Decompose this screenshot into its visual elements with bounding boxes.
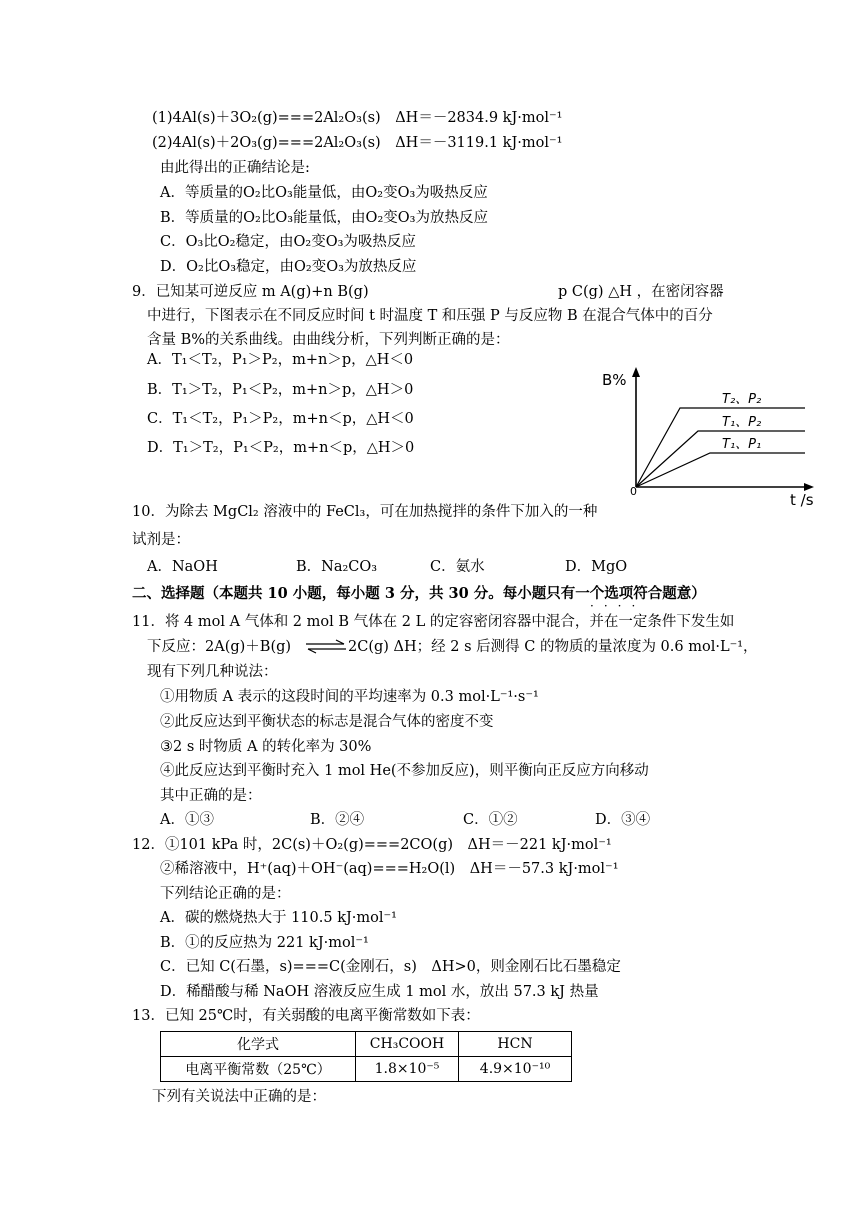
table-header-formula: 化学式 xyxy=(161,1032,356,1057)
q13-ask: 下列有关说法中正确的是： xyxy=(152,1089,326,1105)
q12-option-b: B．①的反应热为 221 kJ·mol⁻¹ xyxy=(160,935,369,951)
q11-statement-3: ③2 s 时物质 A 的转化率为 30% xyxy=(160,739,372,755)
q11-statement-4: ④此反应达到平衡时充入 1 mol He(不参加反应)，则平衡向正反应方向移动 xyxy=(160,763,649,779)
q9-option-b: B．T₁＞T₂，P₁＜P₂，m+n＞p，△H＞0 xyxy=(147,382,414,398)
q9-line-1a: 9．已知某可逆反应 m A(g)+n B(g) xyxy=(132,284,369,300)
curve-t1-p2 xyxy=(636,431,805,487)
q8-stem: 由此得出的正确结论是: xyxy=(160,160,310,176)
q8-option-d: D．O₂比O₃稳定，由O₂变O₃为放热反应 xyxy=(160,259,417,275)
q11-statement-2: ②此反应达到平衡状态的标志是混合气体的密度不变 xyxy=(160,714,494,730)
table-row xyxy=(161,1057,572,1082)
table-cell-label: 电离平衡常数（25℃） xyxy=(161,1057,356,1082)
label-t2-p2: T₂、P₂ xyxy=(722,392,762,407)
q9-graph xyxy=(600,365,840,510)
q12-option-d: D．稀醋酸与稀 NaOH 溶液反应生成 1 mol 水，放出 57.3 kJ 热量 xyxy=(160,984,599,1000)
q13-line-1: 13．已知 25℃时，有关弱酸的电离平衡常数如下表： xyxy=(132,1008,480,1024)
q11-statement-1: ①用物质 A 表示的这段时间的平均速率为 0.3 mol·L⁻¹·s⁻¹ xyxy=(160,689,539,705)
label-t1-p2: T₁、P₂ xyxy=(722,415,762,430)
q11-option-c: C．①② xyxy=(463,812,518,828)
origin-label: 0 xyxy=(630,485,637,498)
acid-constant-table xyxy=(160,1031,572,1082)
table-cell-hcn-ka: 4.9×10⁻¹⁰ xyxy=(459,1057,572,1082)
q12-line-2: ②稀溶液中，H⁺(aq)＋OH⁻(aq)===H₂O(l) ΔH＝－57.3 kJ·mol⁻¹ xyxy=(160,861,619,877)
q9-line-2: 中进行，下图表示在不同反应时间 t 时温度 T 和压强 P 与反应物 B 在混合气体中的百分 xyxy=(147,308,713,324)
q9-graph-svg xyxy=(600,365,840,510)
x-axis-arrow xyxy=(804,483,814,491)
q9-option-d: D．T₁＞T₂，P₁＜P₂，m+n＜p，△H＞0 xyxy=(147,440,415,456)
q9-line-3: 含量 B%的关系曲线。由曲线分析，下列判断正确的是： xyxy=(147,332,510,348)
y-axis-arrow xyxy=(632,367,640,377)
table-header-row xyxy=(161,1032,572,1057)
q11-line-3: 现有下列几种说法： xyxy=(147,664,278,680)
q8-option-b: B．等质量的O₂比O₃能量低，由O₂变O₃为放热反应 xyxy=(160,210,488,226)
q10-option-b: B．Na₂CO₃ xyxy=(296,559,378,575)
equilibrium-arrow-icon xyxy=(304,637,348,657)
q8-equation-1: (1)4Al(s)＋3O₂(g)===2Al₂O₃(s) ΔH＝－2834.9 kJ·mol⁻¹ xyxy=(152,110,563,126)
q11-option-b: B．②④ xyxy=(310,812,365,828)
q10-line-2: 试剂是： xyxy=(132,532,190,548)
emphasis-dots: ···· xyxy=(590,599,646,613)
q8-equation-2: (2)4Al(s)＋2O₃(g)===2Al₂O₃(s) ΔH＝－3119.1 kJ·mol⁻¹ xyxy=(152,135,563,151)
q10-option-a: A．NaOH xyxy=(147,559,218,575)
q9-option-a: A．T₁＜T₂，P₁＞P₂，m+n＞p，△H＜0 xyxy=(147,352,414,368)
q8-option-c: C．O₃比O₂稳定，由O₂变O₃为吸热反应 xyxy=(160,234,416,250)
q10-option-d: D．MgO xyxy=(565,559,628,575)
x-axis-label: t /s xyxy=(790,491,814,509)
table-cell-acetic-acid-ka: 1.8×10⁻⁵ xyxy=(356,1057,459,1082)
q10-option-c: C．氨水 xyxy=(430,559,485,575)
q11-option-d: D．③④ xyxy=(595,812,651,828)
q11-option-a: A．①③ xyxy=(160,812,214,828)
q12-option-a: A．碳的燃烧热大于 110.5 kJ·mol⁻¹ xyxy=(160,910,397,926)
q11-line-2b: 2C(g) ΔH；经 2 s 后测得 C 的物质的量浓度为 0.6 mol·L⁻¹， xyxy=(348,639,758,655)
q12-ask: 下列结论正确的是： xyxy=(160,886,291,902)
section-2-heading: 二、选择题（本题共 10 小题，每小题 3 分，共 30 分。每小题只有一个选项符合题意） xyxy=(132,585,706,602)
q12-line-1: 12．①101 kPa 时，2C(s)＋O₂(g)===2CO(g) ΔH＝－221 kJ·mol⁻¹ xyxy=(132,837,612,853)
q10-line-1: 10．为除去 MgCl₂ 溶液中的 FeCl₃，可在加热搅拌的条件下加入的一种 xyxy=(132,504,598,520)
q9-line-1b: p C(g) △H ，在密闭容器 xyxy=(558,284,724,300)
q11-line-1: 11．将 4 mol A 气体和 2 mol B 气体在 2 L 的定容密闭容器中混合，并在一定条件下发生如 xyxy=(132,614,735,630)
q11-ask: 其中正确的是： xyxy=(160,788,262,804)
q8-option-a: A．等质量的O₂比O₃能量低，由O₂变O₃为吸热反应 xyxy=(160,185,488,201)
q12-option-c: C．已知 C(石墨，s)===C(金刚石，s) ΔH>0，则金刚石比石墨稳定 xyxy=(160,959,621,975)
label-t1-p1: T₁、P₁ xyxy=(722,437,762,452)
q9-option-c: C．T₁＜T₂，P₁＞P₂，m+n＜p，△H＜0 xyxy=(147,411,414,427)
table-header-hcn: HCN xyxy=(459,1032,572,1057)
y-axis-label: B% xyxy=(602,371,627,389)
q11-line-2a: 下反应：2A(g)＋B(g) xyxy=(147,639,292,655)
curve-t1-p1 xyxy=(636,453,805,487)
table-header-acetic-acid: CH₃COOH xyxy=(356,1032,459,1057)
